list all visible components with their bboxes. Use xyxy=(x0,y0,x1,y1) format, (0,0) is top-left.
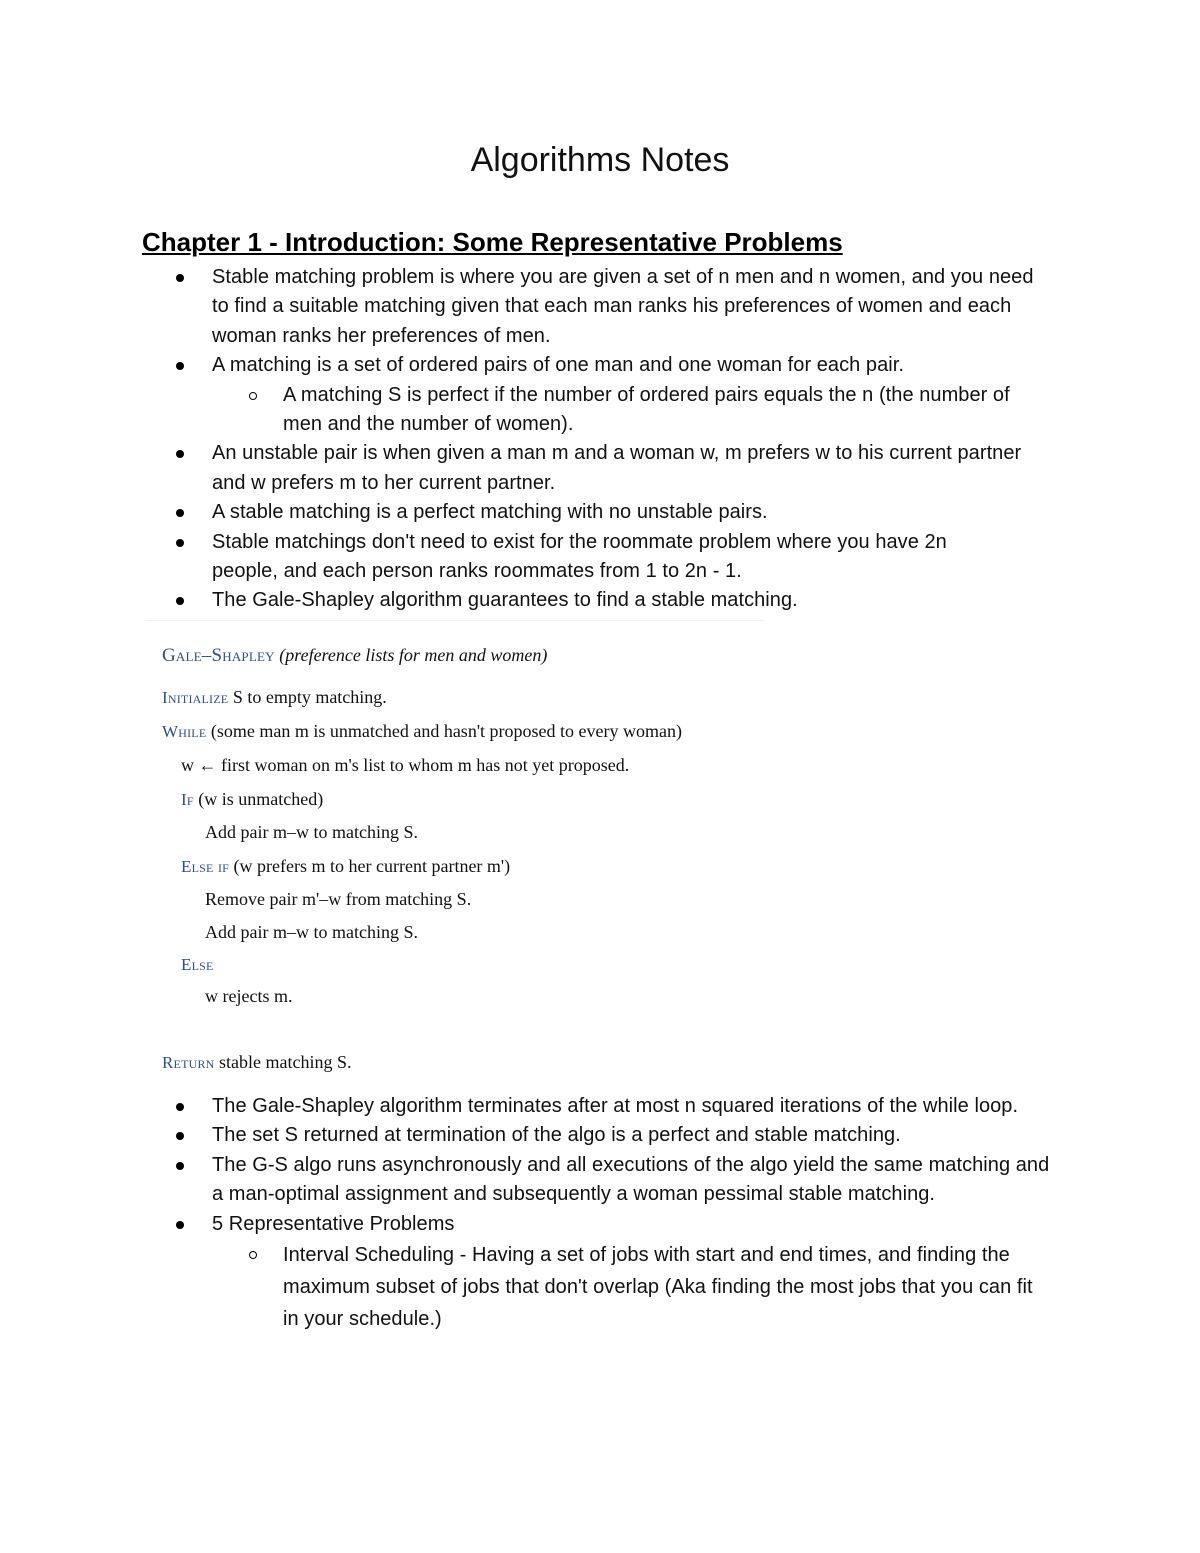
bullet-circle-icon xyxy=(249,1251,257,1259)
bullet-dot-icon xyxy=(176,597,184,605)
bullet-dot-icon xyxy=(176,509,184,517)
algo-add-line-1: Add pair m–w to matching S. xyxy=(205,822,418,842)
bullet-dot-icon xyxy=(176,1132,184,1140)
algo-add-line-2: Add pair m–w to matching S. xyxy=(205,922,418,942)
list-item-text: 5 Representative Problems xyxy=(212,1212,455,1235)
algo-while-line xyxy=(162,721,682,742)
bullet-dot-icon xyxy=(176,1221,184,1229)
list-item-text: The Gale-Shapley algorithm guarantees to find a stable matching. xyxy=(212,589,798,612)
if-keyword: If xyxy=(181,790,194,809)
elseif-keyword: Else if xyxy=(181,857,230,876)
if-condition: (w is unmatched) xyxy=(198,789,324,809)
list-item xyxy=(142,1092,1052,1121)
list-item-text: An unstable pair is when given a man m and a woman w, m prefers w to his current partner and w prefers m to her current partner. xyxy=(212,442,1022,494)
list-item-text: Interval Scheduling - Having a set of jobs with start and end times, and finding the maximum subset of jobs that don't overlap (Aka finding the most jobs that you can fit in your schedule.) xyxy=(283,1244,1033,1331)
bullet-dot-icon xyxy=(176,274,184,282)
list-item xyxy=(142,1151,1052,1210)
list-item-text: A stable matching is a perfect matching with no unstable pairs. xyxy=(212,501,768,524)
while-keyword: While xyxy=(162,722,207,741)
bullet-dot-icon xyxy=(176,450,184,458)
bullet-circle-icon xyxy=(249,392,257,400)
list-item xyxy=(142,586,1052,615)
algo-assign-line: w ← first woman on m's list to whom m has not yet proposed. xyxy=(181,755,630,775)
algo-init-line xyxy=(162,687,387,708)
elseif-condition: (w prefers m to her current partner m') xyxy=(233,856,511,876)
list-item-text: The Gale-Shapley algorithm terminates after at most n squared iterations of the while loop. xyxy=(212,1095,1019,1117)
chapter-heading: Chapter 1 - Introduction: Some Representative Problems xyxy=(142,227,843,257)
bullet-list-section1 xyxy=(142,263,1052,616)
algo-return-line xyxy=(162,1052,352,1073)
list-item-text: The set S returned at termination of the algo is a perfect and stable matching. xyxy=(212,1124,901,1147)
return-keyword: Return xyxy=(162,1053,215,1072)
list-item xyxy=(142,381,1052,440)
list-item xyxy=(142,351,1052,380)
list-item-text: A matching S is perfect if the number of ordered pairs equals the n (the number of men and the number of women). xyxy=(283,383,1010,436)
list-item xyxy=(142,263,1052,351)
list-item-text: Stable matchings don't need to exist for the roommate problem where you have 2n people, and each person ranks roommates from 1 to 2n - 1. xyxy=(212,530,947,583)
else-keyword: Else xyxy=(181,955,214,974)
list-item xyxy=(142,1210,1052,1239)
list-item xyxy=(142,498,1052,527)
gale-shapley-pseudocode xyxy=(145,620,765,1081)
algo-else-line xyxy=(181,954,214,975)
algo-name: Gale–Shapley xyxy=(162,645,275,666)
algo-elseif-line xyxy=(181,856,510,877)
list-item xyxy=(142,1239,1052,1335)
bullet-dot-icon xyxy=(176,1103,184,1111)
list-item-text: The G-S algo runs asynchronously and all executions of the algo yield the same matching and a man-optimal assignment and subsequently a woman pessimal stable matching. xyxy=(212,1153,1050,1206)
bullet-dot-icon xyxy=(176,362,184,370)
bullet-dot-icon xyxy=(176,539,184,547)
algo-header xyxy=(162,645,547,667)
algo-args: (preference lists for men and women) xyxy=(279,645,548,665)
algo-if-line xyxy=(181,789,323,810)
return-text: stable matching S. xyxy=(219,1052,352,1072)
list-item xyxy=(142,439,1052,498)
list-item xyxy=(142,1121,1052,1150)
list-item-text: A matching is a set of ordered pairs of one man and one woman for each pair. xyxy=(212,354,904,377)
algo-reject-line: w rejects m. xyxy=(205,986,293,1006)
init-keyword: Initialize xyxy=(162,688,229,707)
list-item-text: Stable matching problem is where you are given a set of n men and n women, and you need to find a suitable matching given that each man ranks his preferences of women and each woman ranks her preferences of men. xyxy=(212,266,1034,347)
while-condition: (some man m is unmatched and hasn't proposed to every woman) xyxy=(210,721,683,741)
bullet-dot-icon xyxy=(176,1162,184,1170)
bullet-list-section2 xyxy=(142,1092,1052,1335)
list-item xyxy=(142,528,1052,587)
init-text: S to empty matching. xyxy=(232,687,387,707)
document-title: Algorithms Notes xyxy=(470,141,730,179)
algo-remove-line: Remove pair m'–w from matching S. xyxy=(205,889,472,909)
